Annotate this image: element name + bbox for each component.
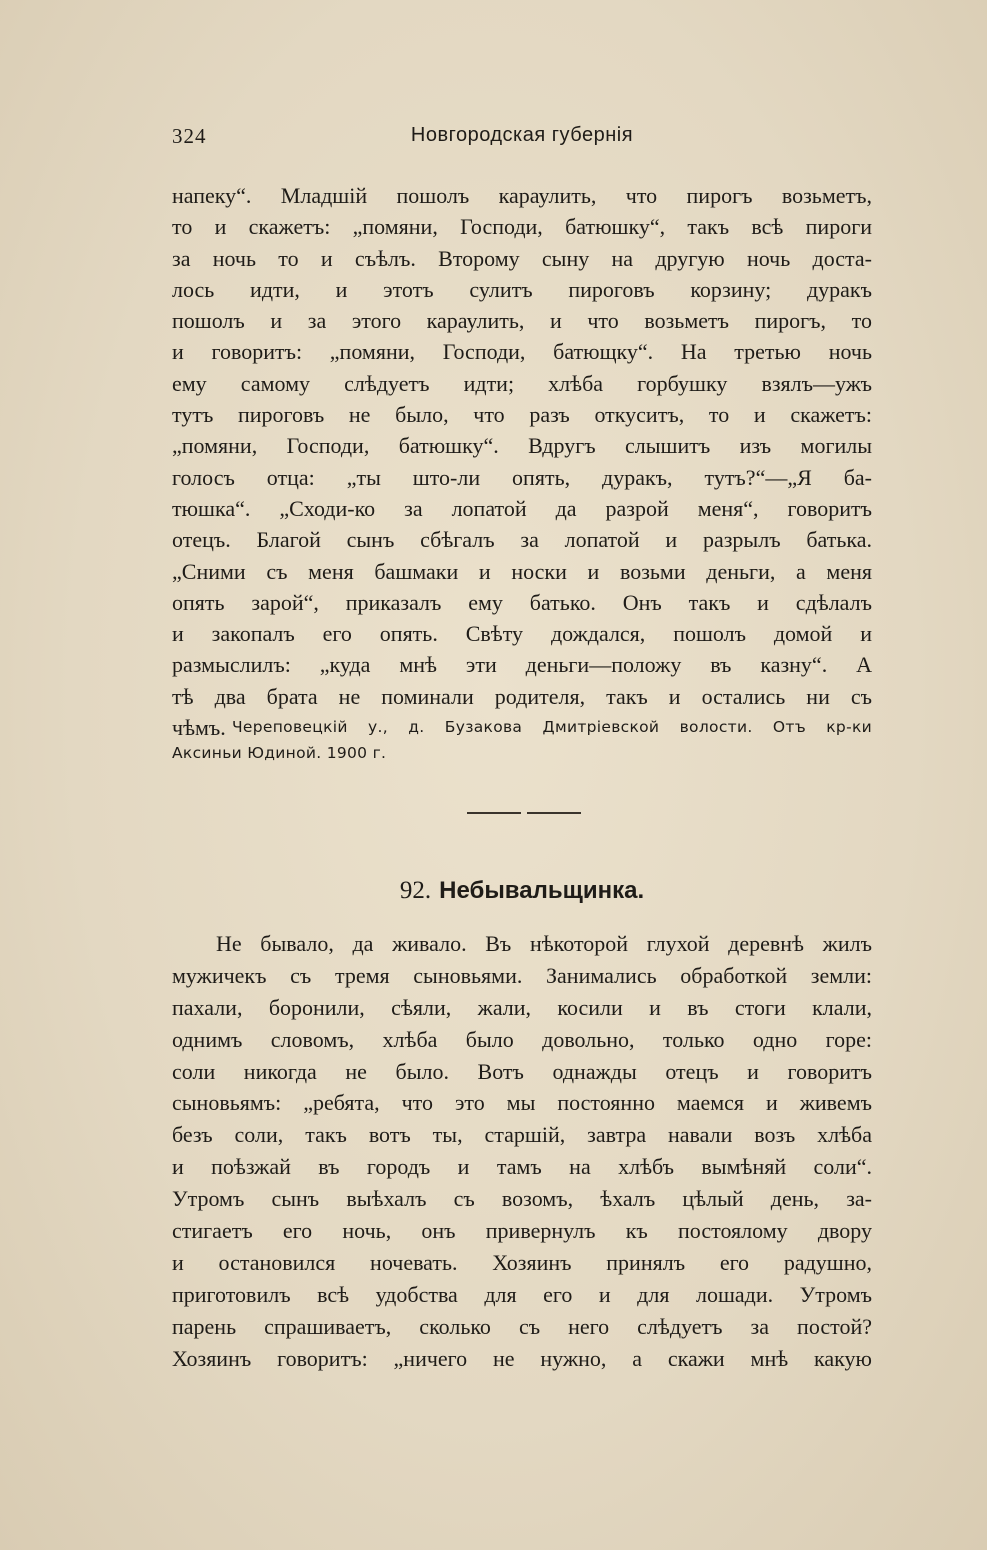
text-line: и говоритъ: „помяни, Господи, батющку“. На третью ночь	[172, 339, 872, 365]
text-line: напеку“. Младшій пошолъ караулить, что пирогъ возьметъ,	[172, 183, 872, 208]
story-continuation-text	[172, 180, 872, 743]
text-line: чѣмъ.	[172, 715, 226, 741]
running-title: Новгородская губернія	[410, 124, 634, 146]
text-line: тутъ пироговъ не было, что разъ откуситъ, то и скажетъ:	[172, 402, 872, 428]
text-line: парень спрашиваетъ, сколько съ него слѣдуетъ за постой?	[172, 1313, 872, 1339]
text-line: опять зарой“, приказалъ ему батько. Онъ такъ и сдѣлалъ	[172, 589, 872, 615]
text-line: пошолъ и за этого караулить, и что возьметъ пирогъ, то	[172, 308, 872, 334]
text-line: приготовилъ всѣ удобства для его и для лошади. Утромъ	[172, 1281, 872, 1307]
text-line: Не бывало, да живало. Въ нѣкоторой глухой деревнѣ жилъ	[216, 931, 872, 956]
text-line: тѣ два брата не поминали родителя, такъ и остались ни съ	[172, 683, 872, 709]
text-line: безъ соли, такъ вотъ ты, старшій, завтра навали возъ хлѣба	[172, 1122, 872, 1148]
text-line: ему самому слѣдуетъ идти; хлѣба горбушку взялъ—ужъ	[172, 370, 872, 396]
text-line: тюшка“. „Сходи-ко за лопатой да разрой меня“, говоритъ	[172, 495, 872, 521]
text-line: Хозяинъ говоритъ: „ничего не нужно, а скажи мнѣ какую	[172, 1345, 872, 1371]
story-number: 92.	[399, 877, 432, 904]
story-title: Небывальщинка.	[439, 877, 645, 904]
text-line: Утромъ сынъ выѣхалъ съ возомъ, ѣхалъ цѣлый день, за-	[172, 1186, 872, 1212]
text-line: лось идти, и этотъ сулитъ пироговъ корзину; дуракъ	[172, 276, 872, 302]
source-line: Череповецкій у., д. Бузакова Дмитріевской волости. Отъ кр-ки	[232, 718, 872, 736]
story-text	[172, 928, 872, 1374]
page-header	[172, 124, 872, 156]
text-line: „Сними съ меня башмаки и носки и возьми деньги, а меня	[172, 558, 872, 584]
text-line: соли никогда не было. Вотъ однажды отецъ и говоритъ	[172, 1058, 872, 1084]
text-line: стигаетъ его ночь, онъ привернулъ къ постоялому двору	[172, 1218, 872, 1244]
divider-rule	[467, 812, 521, 814]
text-line: то и скажетъ: „помяни, Господи, батюшку“, такъ всѣ пироги	[172, 214, 872, 240]
page-number: 324	[172, 124, 207, 148]
text-line: однимъ словомъ, хлѣба было довольно, только одно горе:	[172, 1026, 872, 1052]
text-line: размыслилъ: „куда мнѣ эти деньги—положу въ казну“. А	[172, 652, 872, 678]
divider-rule	[527, 812, 581, 814]
story-heading	[172, 874, 872, 908]
text-line: и остановился ночевать. Хозяинъ принялъ его радушно,	[172, 1249, 872, 1275]
text-line: и поѣзжай въ городъ и тамъ на хлѣбъ вымѣняй соли“.	[172, 1154, 872, 1180]
text-line: и закопалъ его опять. Свѣту дождался, пошолъ домой и	[172, 621, 872, 647]
text-line: „помяни, Господи, батюшку“. Вдругъ слышитъ изъ могилы	[172, 433, 872, 459]
text-line: голосъ отца: „ты што-ли опять, дуракъ, тутъ?“—„Я ба-	[172, 464, 872, 490]
section-divider	[467, 812, 581, 814]
source-note	[172, 714, 872, 766]
text-line: за ночь то и съѣлъ. Второму сыну на другую ночь доста-	[172, 245, 872, 271]
text-line: сыновьямъ: „ребята, что это мы постоянно маемся и живемъ	[172, 1090, 872, 1116]
text-line: отецъ. Благой сынъ сбѣгалъ за лопатой и разрылъ батька.	[172, 527, 872, 553]
source-line: Аксиньи Юдиной. 1900 г.	[172, 744, 387, 762]
text-line: мужичекъ съ тремя сыновьями. Занимались обработкой земли:	[172, 962, 872, 988]
text-line: пахали, боронили, сѣяли, жали, косили и въ стоги клали,	[172, 994, 872, 1020]
